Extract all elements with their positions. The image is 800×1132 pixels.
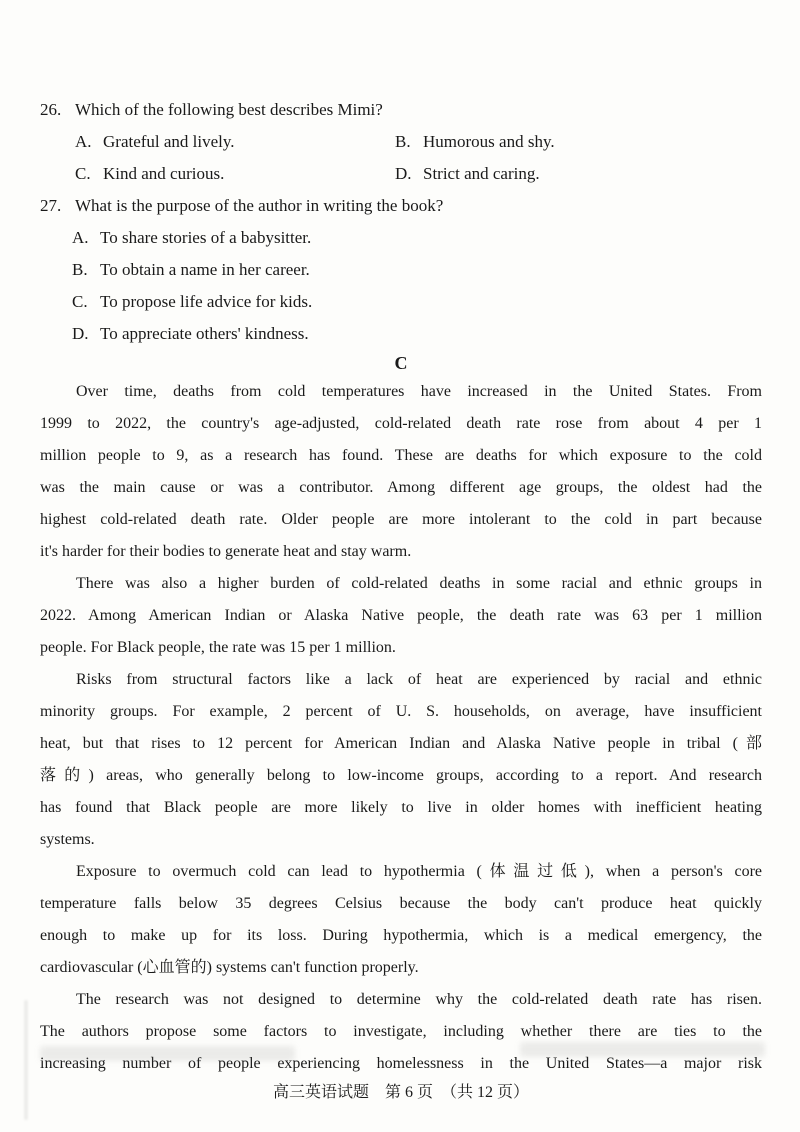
option-text: To propose life advice for kids. bbox=[100, 292, 313, 311]
option-label: A. bbox=[72, 228, 89, 247]
option-text: To appreciate others' kindness. bbox=[100, 324, 309, 343]
question-27-options bbox=[72, 222, 762, 350]
option-label: C. bbox=[75, 164, 91, 183]
question-26 bbox=[40, 94, 762, 190]
option-b bbox=[395, 126, 762, 158]
passage-paragraph-3 bbox=[40, 664, 762, 856]
option-label: C. bbox=[72, 292, 88, 311]
option-label: A. bbox=[75, 132, 92, 151]
passage-paragraph-4 bbox=[40, 856, 762, 984]
passage-line: 2022. Among American Indian or Alaska Native people, the death rate was 63 per 1 million bbox=[40, 607, 762, 624]
passage-line: highest cold-related death rate. Older people are more intolerant to the cold in part because bbox=[40, 511, 762, 528]
option-text: Humorous and shy. bbox=[423, 132, 555, 151]
option-text: To share stories of a babysitter. bbox=[100, 228, 312, 247]
passage-line: Exposure to overmuch cold can lead to hypothermia (体温过低), when a person's core bbox=[76, 863, 762, 880]
question-27 bbox=[40, 190, 762, 350]
question-26-options bbox=[75, 126, 762, 190]
option-a bbox=[75, 126, 395, 158]
section-c-heading: C bbox=[394, 353, 408, 373]
passage-line: systems. bbox=[40, 831, 95, 848]
question-text: What is the purpose of the author in writing the book? bbox=[75, 196, 444, 215]
question-27-stem bbox=[40, 190, 762, 222]
option-text: To obtain a name in her career. bbox=[100, 260, 310, 279]
passage-line: it's harder for their bodies to generate heat and stay warm. bbox=[40, 543, 412, 560]
option-text: Grateful and lively. bbox=[103, 132, 235, 151]
question-26-stem bbox=[40, 94, 762, 126]
option-c bbox=[72, 286, 762, 318]
passage-line: cardiovascular (心血管的) systems can't function properly. bbox=[40, 959, 419, 976]
passage-line: The authors propose some factors to investigate, including whether there are ties to the bbox=[40, 1023, 762, 1040]
passage-paragraph-1 bbox=[40, 376, 762, 568]
passage-line: The research was not designed to determine why the cold-related death rate has risen. bbox=[76, 991, 762, 1008]
page-footer bbox=[40, 1082, 762, 1104]
passage-line: increasing number of people experiencing homelessness in the United States—a major risk bbox=[40, 1055, 762, 1072]
option-text: Strict and caring. bbox=[423, 164, 540, 183]
option-d bbox=[72, 318, 762, 350]
passage-line: minority groups. For example, 2 percent of U. S. households, on average, have insufficient bbox=[40, 703, 762, 720]
passage-line: was the main cause or was a contributor. Among different age groups, the oldest had the bbox=[40, 479, 762, 496]
question-number: 26. bbox=[40, 100, 62, 119]
passage-line: people. For Black people, the rate was 15 per 1 million. bbox=[40, 639, 396, 656]
passage-line: Over time, deaths from cold temperatures have increased in the United States. From bbox=[76, 383, 762, 400]
passage-line: Risks from structural factors like a lack of heat are experienced by racial and ethnic bbox=[76, 671, 762, 688]
question-text: Which of the following best describes Mimi? bbox=[75, 100, 383, 119]
option-text: Kind and curious. bbox=[103, 164, 225, 183]
passage-line: enough to make up for its loss. During hypothermia, which is a medical emergency, the bbox=[40, 927, 762, 944]
option-label: B. bbox=[395, 132, 411, 151]
passage-line: There was also a higher burden of cold-related deaths in some racial and ethnic groups in bbox=[76, 575, 762, 592]
passage-paragraph-5 bbox=[40, 984, 762, 1080]
passage-line: 1999 to 2022, the country's age-adjusted, cold-related death rate rose from about 4 per 1 bbox=[40, 415, 762, 432]
option-c bbox=[75, 158, 395, 190]
passage-line: temperature falls below 35 degrees Celsius because the body can't produce heat quickly bbox=[40, 895, 762, 912]
option-b bbox=[72, 254, 762, 286]
passage-line: has found that Black people are more likely to live in older homes with inefficient heating bbox=[40, 799, 762, 816]
passage-line: heat, but that rises to 12 percent for American Indian and Alaska Native people in tribal (部 bbox=[40, 735, 762, 752]
passage-line: 落的) areas, who generally belong to low-income groups, according to a report. And research bbox=[40, 767, 762, 784]
option-label: D. bbox=[72, 324, 89, 343]
option-label: D. bbox=[395, 164, 412, 183]
option-a bbox=[72, 222, 762, 254]
passage-paragraph-2 bbox=[40, 568, 762, 664]
question-number: 27. bbox=[40, 196, 62, 215]
passage-line: million people to 9, as a research has found. These are deaths for which exposure to the cold bbox=[40, 447, 762, 464]
reading-passage bbox=[40, 376, 762, 1080]
footer-text: 高三英语试题 第 6 页 （共 12 页） bbox=[272, 1084, 529, 1101]
option-label: B. bbox=[72, 260, 88, 279]
option-d bbox=[395, 158, 762, 190]
